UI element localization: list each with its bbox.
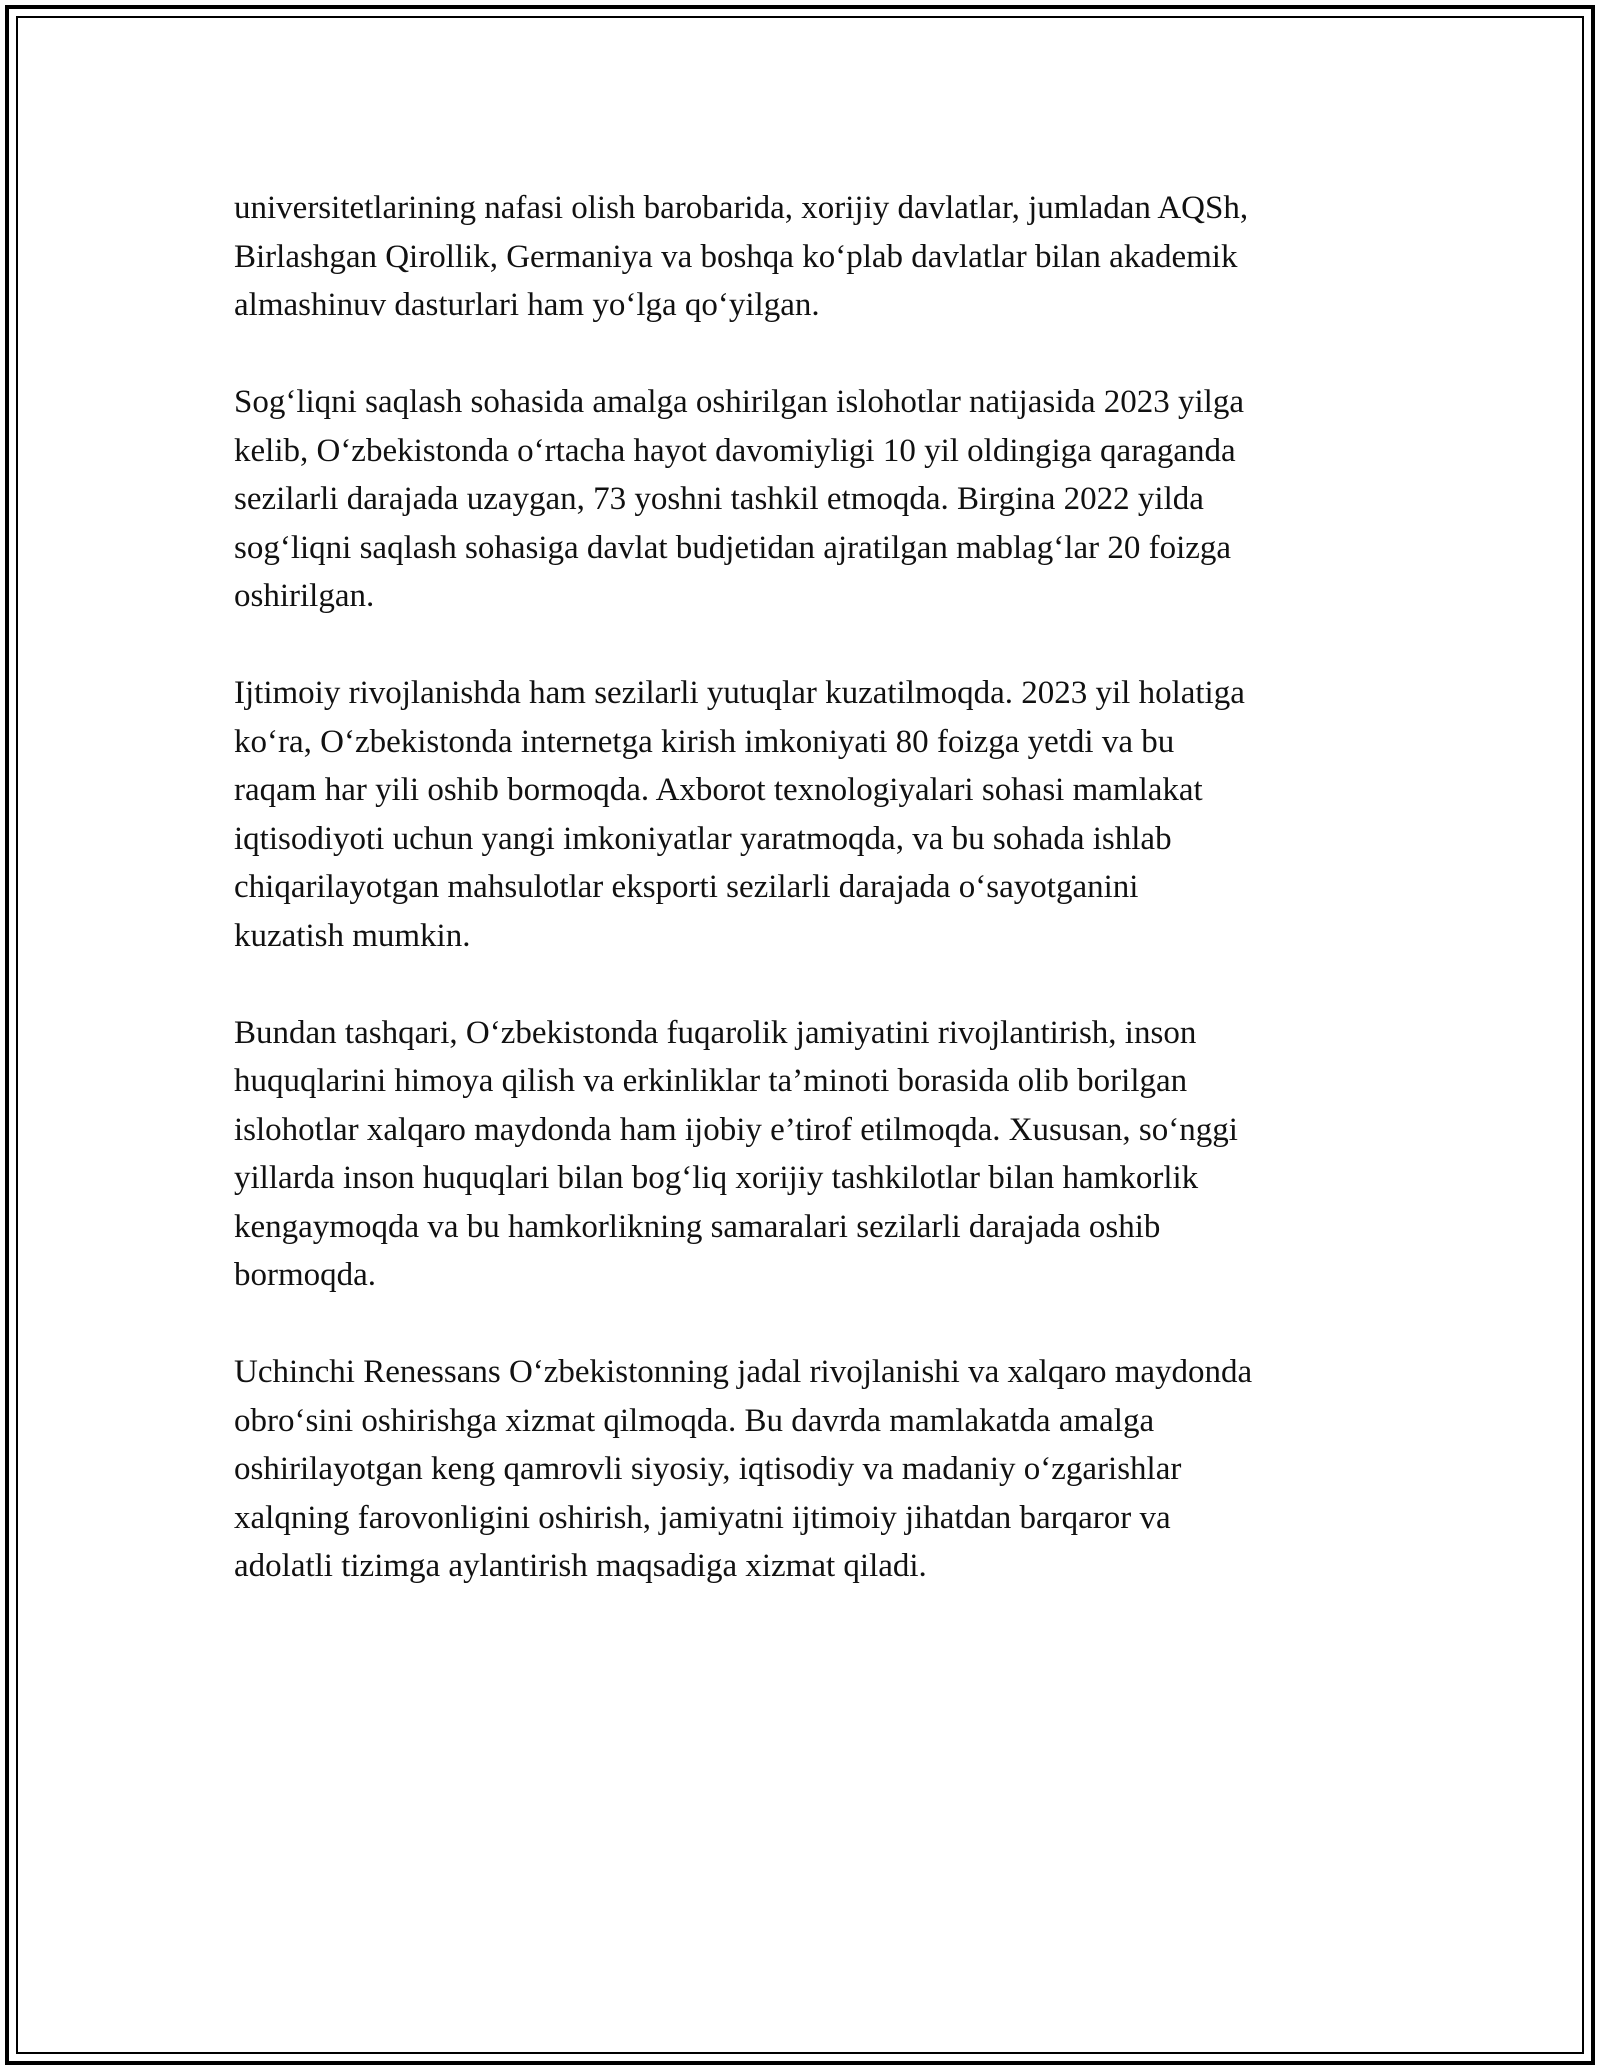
- text-line: adolatli tizimga aylantirish maqsadiga xizmat qiladi.: [234, 1548, 927, 1584]
- text-line: oshirilgan.: [234, 578, 375, 614]
- text-line: yillarda inson huquqlari bilan bog‘liq xorijiy tashkilotlar bilan hamkorlik: [234, 1160, 1199, 1196]
- text-line: iqtisodiyoti uchun yangi imkoniyatlar yaratmoqda, va bu sohada ishlab: [234, 820, 1172, 857]
- text-line: Birlashgan Qirollik, Germaniya va boshqa ko‘plab davlatlar bilan akademik: [234, 238, 1238, 275]
- text-line: Bundan tashqari, O‘zbekistonda fuqarolik jamiyatini rivojlantirish, inson: [234, 1014, 1197, 1051]
- text-line: kuzatish mumkin.: [234, 917, 471, 954]
- text-line: chiqarilayotgan mahsulotlar eksporti sezilarli darajada o‘sayotganini: [234, 869, 1139, 905]
- text-line: Ijtimoiy rivojlanishda ham sezilarli yutuqlar kuzatilmoqda. 2023 yil holatiga: [234, 675, 1245, 711]
- text-line: xalqning farovonligini oshirish, jamiyatni ijtimoiy jihatdan barqaror va: [234, 1499, 1171, 1536]
- text-line: ko‘ra, O‘zbekistonda internetga kirish imkoniyati 80 foizga yetdi va bu: [234, 723, 1175, 760]
- paragraph-2: [234, 378, 1394, 621]
- paragraph-3: [234, 669, 1394, 960]
- text-line: kengaymoqda va bu hamkorlikning samaralari sezilarli darajada oshib: [234, 1208, 1161, 1245]
- text-line: sog‘liqni saqlash sohasiga davlat budjetidan ajratilgan mablag‘lar 20 foizga: [234, 529, 1232, 566]
- text-line: huquqlarini himoya qilish va erkinliklar ta’minoti borasida olib borilgan: [234, 1063, 1188, 1099]
- paragraph-4: [234, 1009, 1394, 1300]
- text-line: Sog‘liqni saqlash sohasida amalga oshirilgan islohotlar natijasida 2023 yilga: [234, 384, 1244, 420]
- text-line: sezilarli darajada uzaygan, 73 yoshni tashkil etmoqda. Birgina 2022 yilda: [234, 481, 1204, 517]
- text-line: Uchinchi Renessans O‘zbekistonning jadal rivojlanishi va xalqaro maydonda: [234, 1354, 1253, 1390]
- text-line: universitetlarining nafasi olish barobarida, xorijiy davlatlar, jumladan AQSh,: [234, 190, 1249, 226]
- text-line: kelib, O‘zbekistonda o‘rtacha hayot davomiyligi 10 yil oldingiga qaraganda: [234, 432, 1236, 469]
- text-line: oshirilayotgan keng qamrovli siyosiy, iqtisodiy va madaniy o‘zgarishlar: [234, 1451, 1182, 1487]
- paragraph-5: [234, 1348, 1394, 1591]
- document-body: [234, 184, 1394, 1639]
- text-line: raqam har yili oshib bormoqda. Axborot texnologiyalari sohasi mamlakat: [234, 772, 1203, 808]
- paragraph-1: [234, 184, 1394, 330]
- text-line: almashinuv dasturlari ham yo‘lga qo‘yilgan.: [234, 287, 820, 323]
- text-line: bormoqda.: [234, 1257, 377, 1293]
- text-line: islohotlar xalqaro maydonda ham ijobiy e’tirof etilmoqda. Xususan, so‘nggi: [234, 1111, 1238, 1148]
- text-line: obro‘sini oshirishga xizmat qilmoqda. Bu davrda mamlakatda amalga: [234, 1402, 1155, 1439]
